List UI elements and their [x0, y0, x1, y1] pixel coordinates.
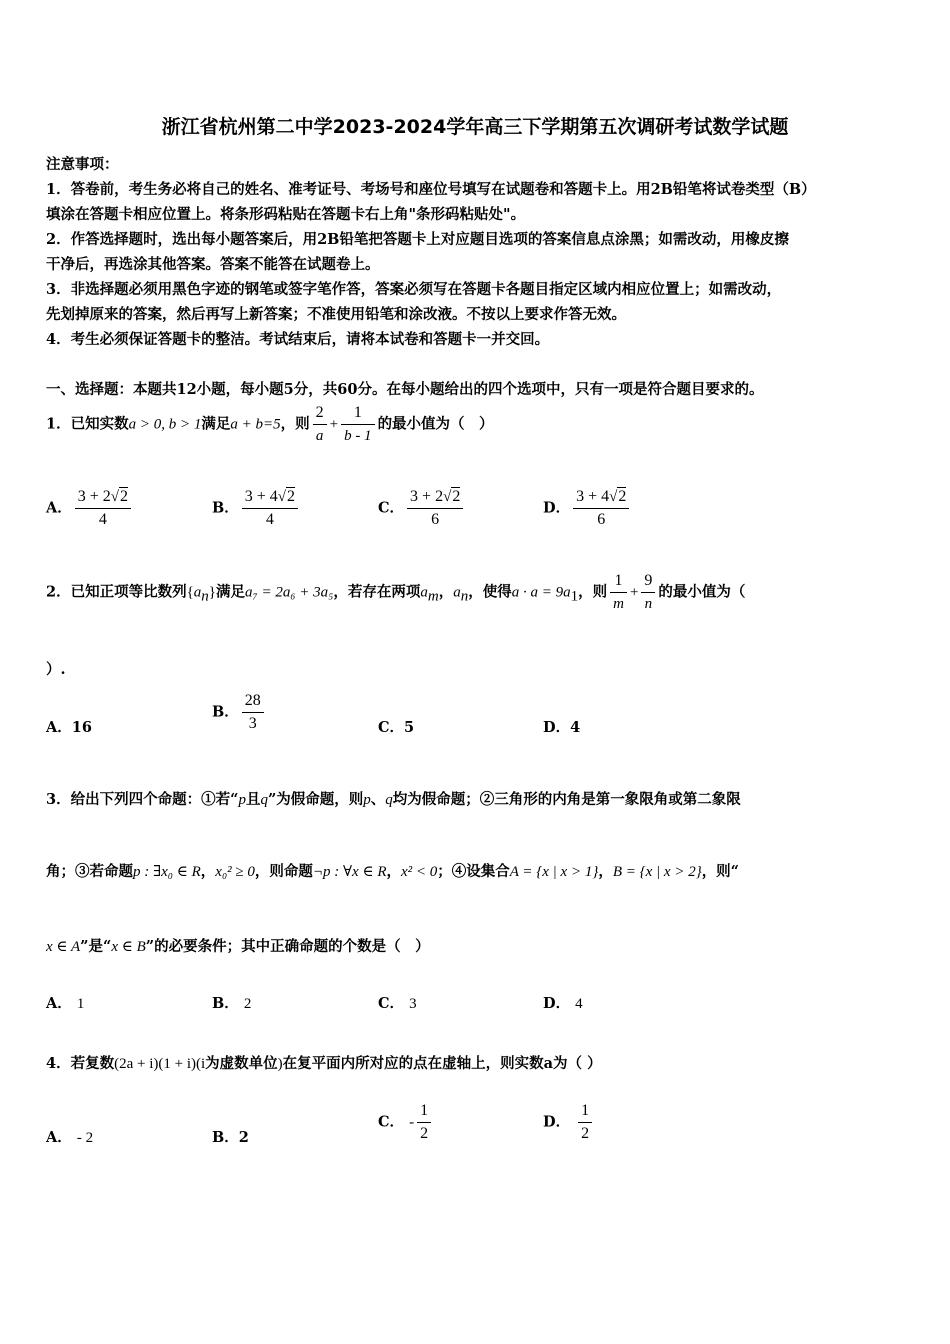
notice-line-1b: 填涂在答题卡相应位置上。将条形码粘贴在答题卡右上角"条形码粘贴处"。	[46, 206, 526, 223]
q2-fraction-2: $\frac{9}{n}$	[641, 570, 655, 615]
q2-option-b[interactable]: B． $\frac{28}{3}$	[212, 690, 267, 735]
set-b: B = {x | x > 2}	[612, 864, 702, 880]
q2-option-d[interactable]: D．4	[543, 719, 581, 736]
q3-option-b[interactable]: B． 2	[212, 995, 252, 1012]
question-3-line-3: x ∈ A”是“x ∈ B”的必要条件；其中正确命题的个数是（ ）	[46, 938, 430, 955]
notice-heading: 注意事项：	[46, 156, 119, 173]
q4-option-d[interactable]: D． $\frac{1}{2}$	[543, 1100, 595, 1145]
q2-sequence: a	[193, 584, 202, 601]
complex-expression: (2a + i)(1 + i)(i	[114, 1056, 206, 1072]
notice-line-3b: 先划掉原来的答案，然后再写上新答案；不准使用铅笔和涂改液。不按以上要求作答无效。	[46, 306, 626, 323]
page-title: 浙江省杭州第二中学2023-2024学年高三下学期第五次调研考试数学试题	[161, 116, 789, 138]
question-3-line-2: 角；③若命题p : ∃x₀ ∈ R，x₀² ≥ 0，则命题¬p : ∀x ∈ R，x² < 0；④设集合A = {x | x > 1}，B = {x | x > 2}，则“	[46, 863, 740, 880]
q3-option-c[interactable]: C． 3	[378, 995, 417, 1012]
q1-option-b[interactable]: B． $\frac{3 + 4√2}{4}$	[212, 486, 301, 531]
q1-option-d[interactable]: D． $\frac{3 + 4√2}{6}$	[543, 486, 632, 531]
q2-equation-2: a · a = 9a	[511, 584, 571, 601]
q1-fraction-2: $\frac{1}{b - 1}$	[341, 402, 375, 447]
notice-line-2a: 2．作答选择题时，选出每小题答案后，用2B铅笔把答题卡上对应题目选项的答案信息点涂黑；如需改动，用橡皮擦	[46, 231, 789, 248]
notice-line-2b: 干净后，再选涂其他答案。答案不能答在试题卷上。	[46, 256, 380, 273]
question-1: 1．已知实数a > 0, b > 1满足a + b=5，则 $\frac{2}{a}$ + $\frac{1}{b - 1}$ 的最小值为（ ）	[46, 402, 494, 447]
q1-option-a[interactable]: A． $\frac{3 + 2√2}{4}$	[46, 486, 134, 531]
q3-option-d[interactable]: D． 4	[543, 995, 583, 1012]
q4-option-c[interactable]: C． - $\frac{1}{2}$	[378, 1100, 434, 1145]
q2-option-c[interactable]: C．5	[378, 719, 415, 736]
q1-equation: a + b=5	[230, 416, 281, 433]
notice-line-4: 4．考生必须保证答题卡的整洁。考试结束后，请将本试卷和答题卡一并交回。	[46, 331, 550, 348]
q2-equation: a₇ = 2a₆ + 3a₅	[245, 584, 334, 601]
question-3-line-1: 3．给出下列四个命题：①若“p且q”为假命题，则p、q均为假命题；②三角形的内角是第一象限角或第二象限	[46, 791, 741, 808]
q2-fraction-1: $\frac{1}{m}$	[610, 570, 627, 615]
question-2: 2．已知正项等比数列$\{a_n\}$满足a₇ = 2a₆ + 3a₅，若存在两项$a_m$，$a_n$，使得$a \cdot a = 9a_1$，则 $\frac{1}{m}$ + $\frac{9}{n}$ 的最小值为（	[46, 570, 745, 615]
question-4: 4．若复数(2a + i)(1 + i)(i为虚数单位)在复平面内所对应的点在虚轴上，则实数a为（ ）	[46, 1055, 602, 1072]
q4-option-b[interactable]: B．2	[212, 1129, 249, 1146]
q1-fraction-1: $\frac{2}{a}$	[313, 402, 327, 447]
notice-line-3a: 3．非选择题必须用黑色字迹的钢笔或签字笔作答，答案必须写在答题卡各题目指定区域内相应位置上；如需改动，	[46, 281, 782, 298]
q3-option-a[interactable]: A． 1	[46, 995, 85, 1012]
question-2-end: ）.	[46, 661, 66, 678]
q2-option-a[interactable]: A．16	[46, 719, 92, 736]
set-a: A = {x | x > 1}	[509, 864, 599, 880]
q1-option-c[interactable]: C． $\frac{3 + 2√2}{6}$	[378, 486, 466, 531]
q1-condition: a > 0, b > 1	[128, 416, 202, 433]
notice-line-1a: 1．答卷前，考生务必将自己的姓名、准考证号、考场号和座位号填写在试题卷和答题卡上。用2B铅笔将试卷类型（B）	[46, 181, 816, 198]
q4-option-a[interactable]: A． - 2	[46, 1129, 94, 1146]
section-heading: 一、选择题：本题共12小题，每小题5分，共60分。在每小题给出的四个选项中，只有一项是符合题目要求的。	[46, 381, 764, 398]
